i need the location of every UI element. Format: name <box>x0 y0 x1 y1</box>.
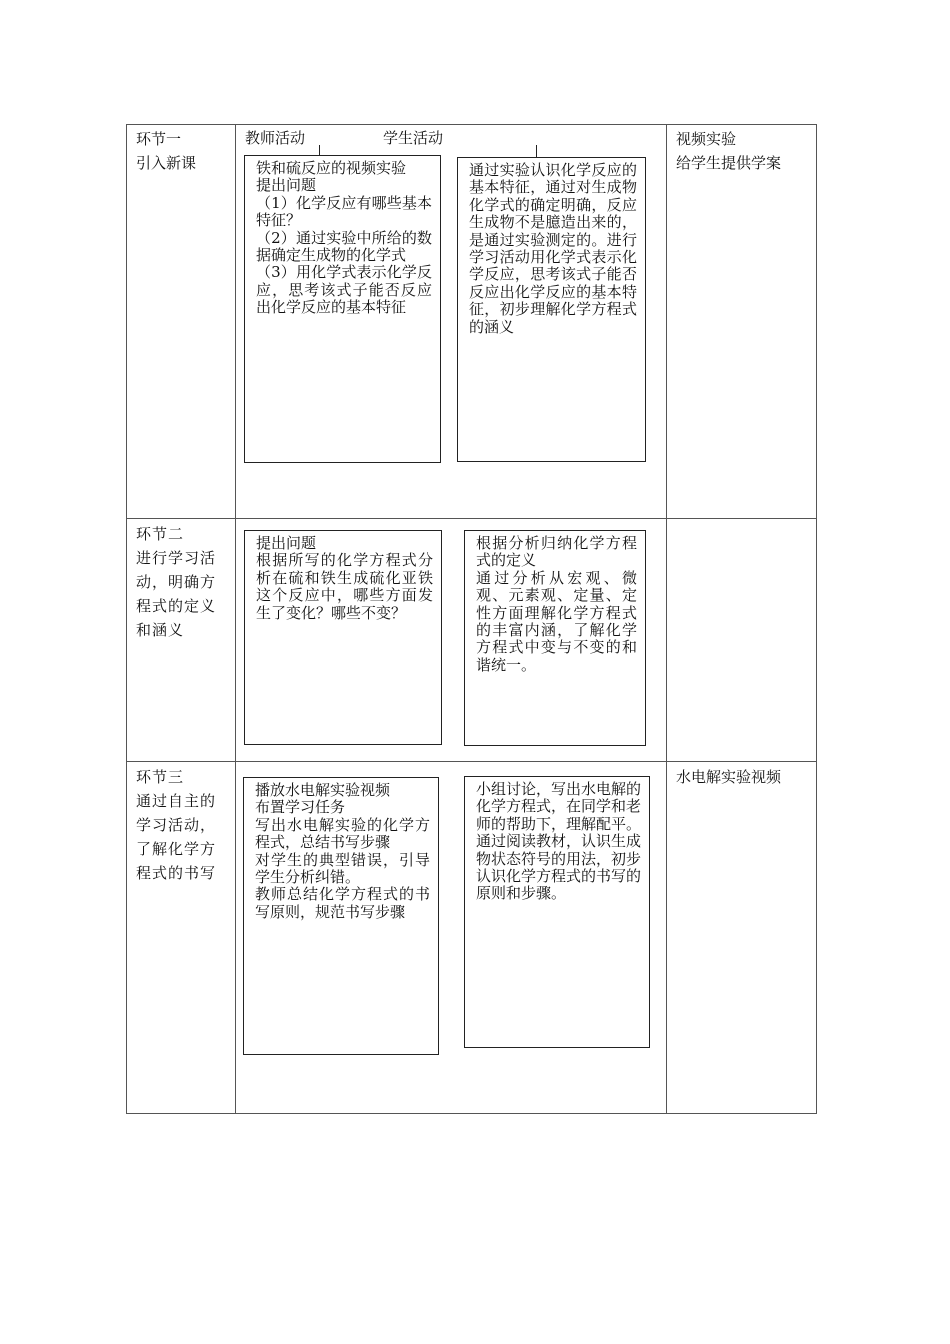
student-activity-text: 小组讨论，写出水电解的化学方程式，在同学和老师的帮助下，理解配平。 通过阅读教材，认识生成物状态符号的用法，初步认识化学方程式的书写的原则和步骤。 <box>476 780 642 903</box>
notes-cell: 视频实验 给学生提供学案 <box>676 130 782 172</box>
notes-cell: 水电解实验视频 <box>676 768 782 786</box>
table-border-bottom <box>126 1113 817 1114</box>
column-divider-1 <box>235 124 236 1114</box>
table-border-left <box>126 124 127 1114</box>
teacher-activity-text: 提出问题 根据所写的化学方程式分析在硫和铁生成硫化亚铁这个反应中，哪些方面发生了变化？哪些不变？ <box>256 534 433 622</box>
section-label: 环节一 引入新课 <box>136 130 197 172</box>
teacher-activity-box <box>243 777 439 1055</box>
row-divider-2 <box>126 761 817 762</box>
student-activity-box <box>457 157 646 462</box>
teacher-activity-box <box>244 530 442 745</box>
section-label: 环节二 进行学习活动，明确方程式的定义和涵义 <box>136 525 217 639</box>
teacher-activity-text: 播放水电解实验视频 布置学习任务 写出水电解实验的化学方程式，总结书写步骤 对学生的典型错误，引导学生分析纠错。 教师总结化学方程式的书写原则，规范书写步骤 <box>255 781 430 921</box>
teacher-activity-box <box>244 155 441 463</box>
teacher-activity-text: 铁和硫反应的视频实验 提出问题 （1）化学反应有哪些基本特征？ （2）通过实验中所给的数据确定生成物的化学式 （3）用化学式表示化学反应，思考该式子能否反应出化学反应的基本特征 <box>256 159 432 317</box>
table-border-top <box>126 124 817 125</box>
column-divider-2 <box>666 124 667 1114</box>
student-activity-text: 根据分析归纳化学方程式的定义 通过分析从宏观、微观、元素观、定量、定性方面理解化学方程式的丰富内涵，了解化学方程式中变与不变的和谐统一。 <box>476 534 637 674</box>
student-activity-header: 学生活动 <box>383 129 444 147</box>
student-activity-box <box>464 776 650 1048</box>
section-label: 环节三 通过自主的学习活动，了解化学方程式的书写 <box>136 768 217 882</box>
student-activity-box <box>464 530 646 746</box>
student-activity-text: 通过实验认识化学反应的基本特征，通过对生成物化学式的确定明确，反应生成物不是臆造出来的，是通过实验测定的。进行学习活动用化学式表示化学反应，思考该式子能否反应出化学反应的基本特征，初步理解化学方程式的涵义 <box>469 161 637 336</box>
teacher-activity-header: 教师活动 <box>245 129 306 147</box>
row-divider-1 <box>126 518 817 519</box>
table-border-right <box>816 124 817 1114</box>
student-connector-line <box>536 145 537 157</box>
